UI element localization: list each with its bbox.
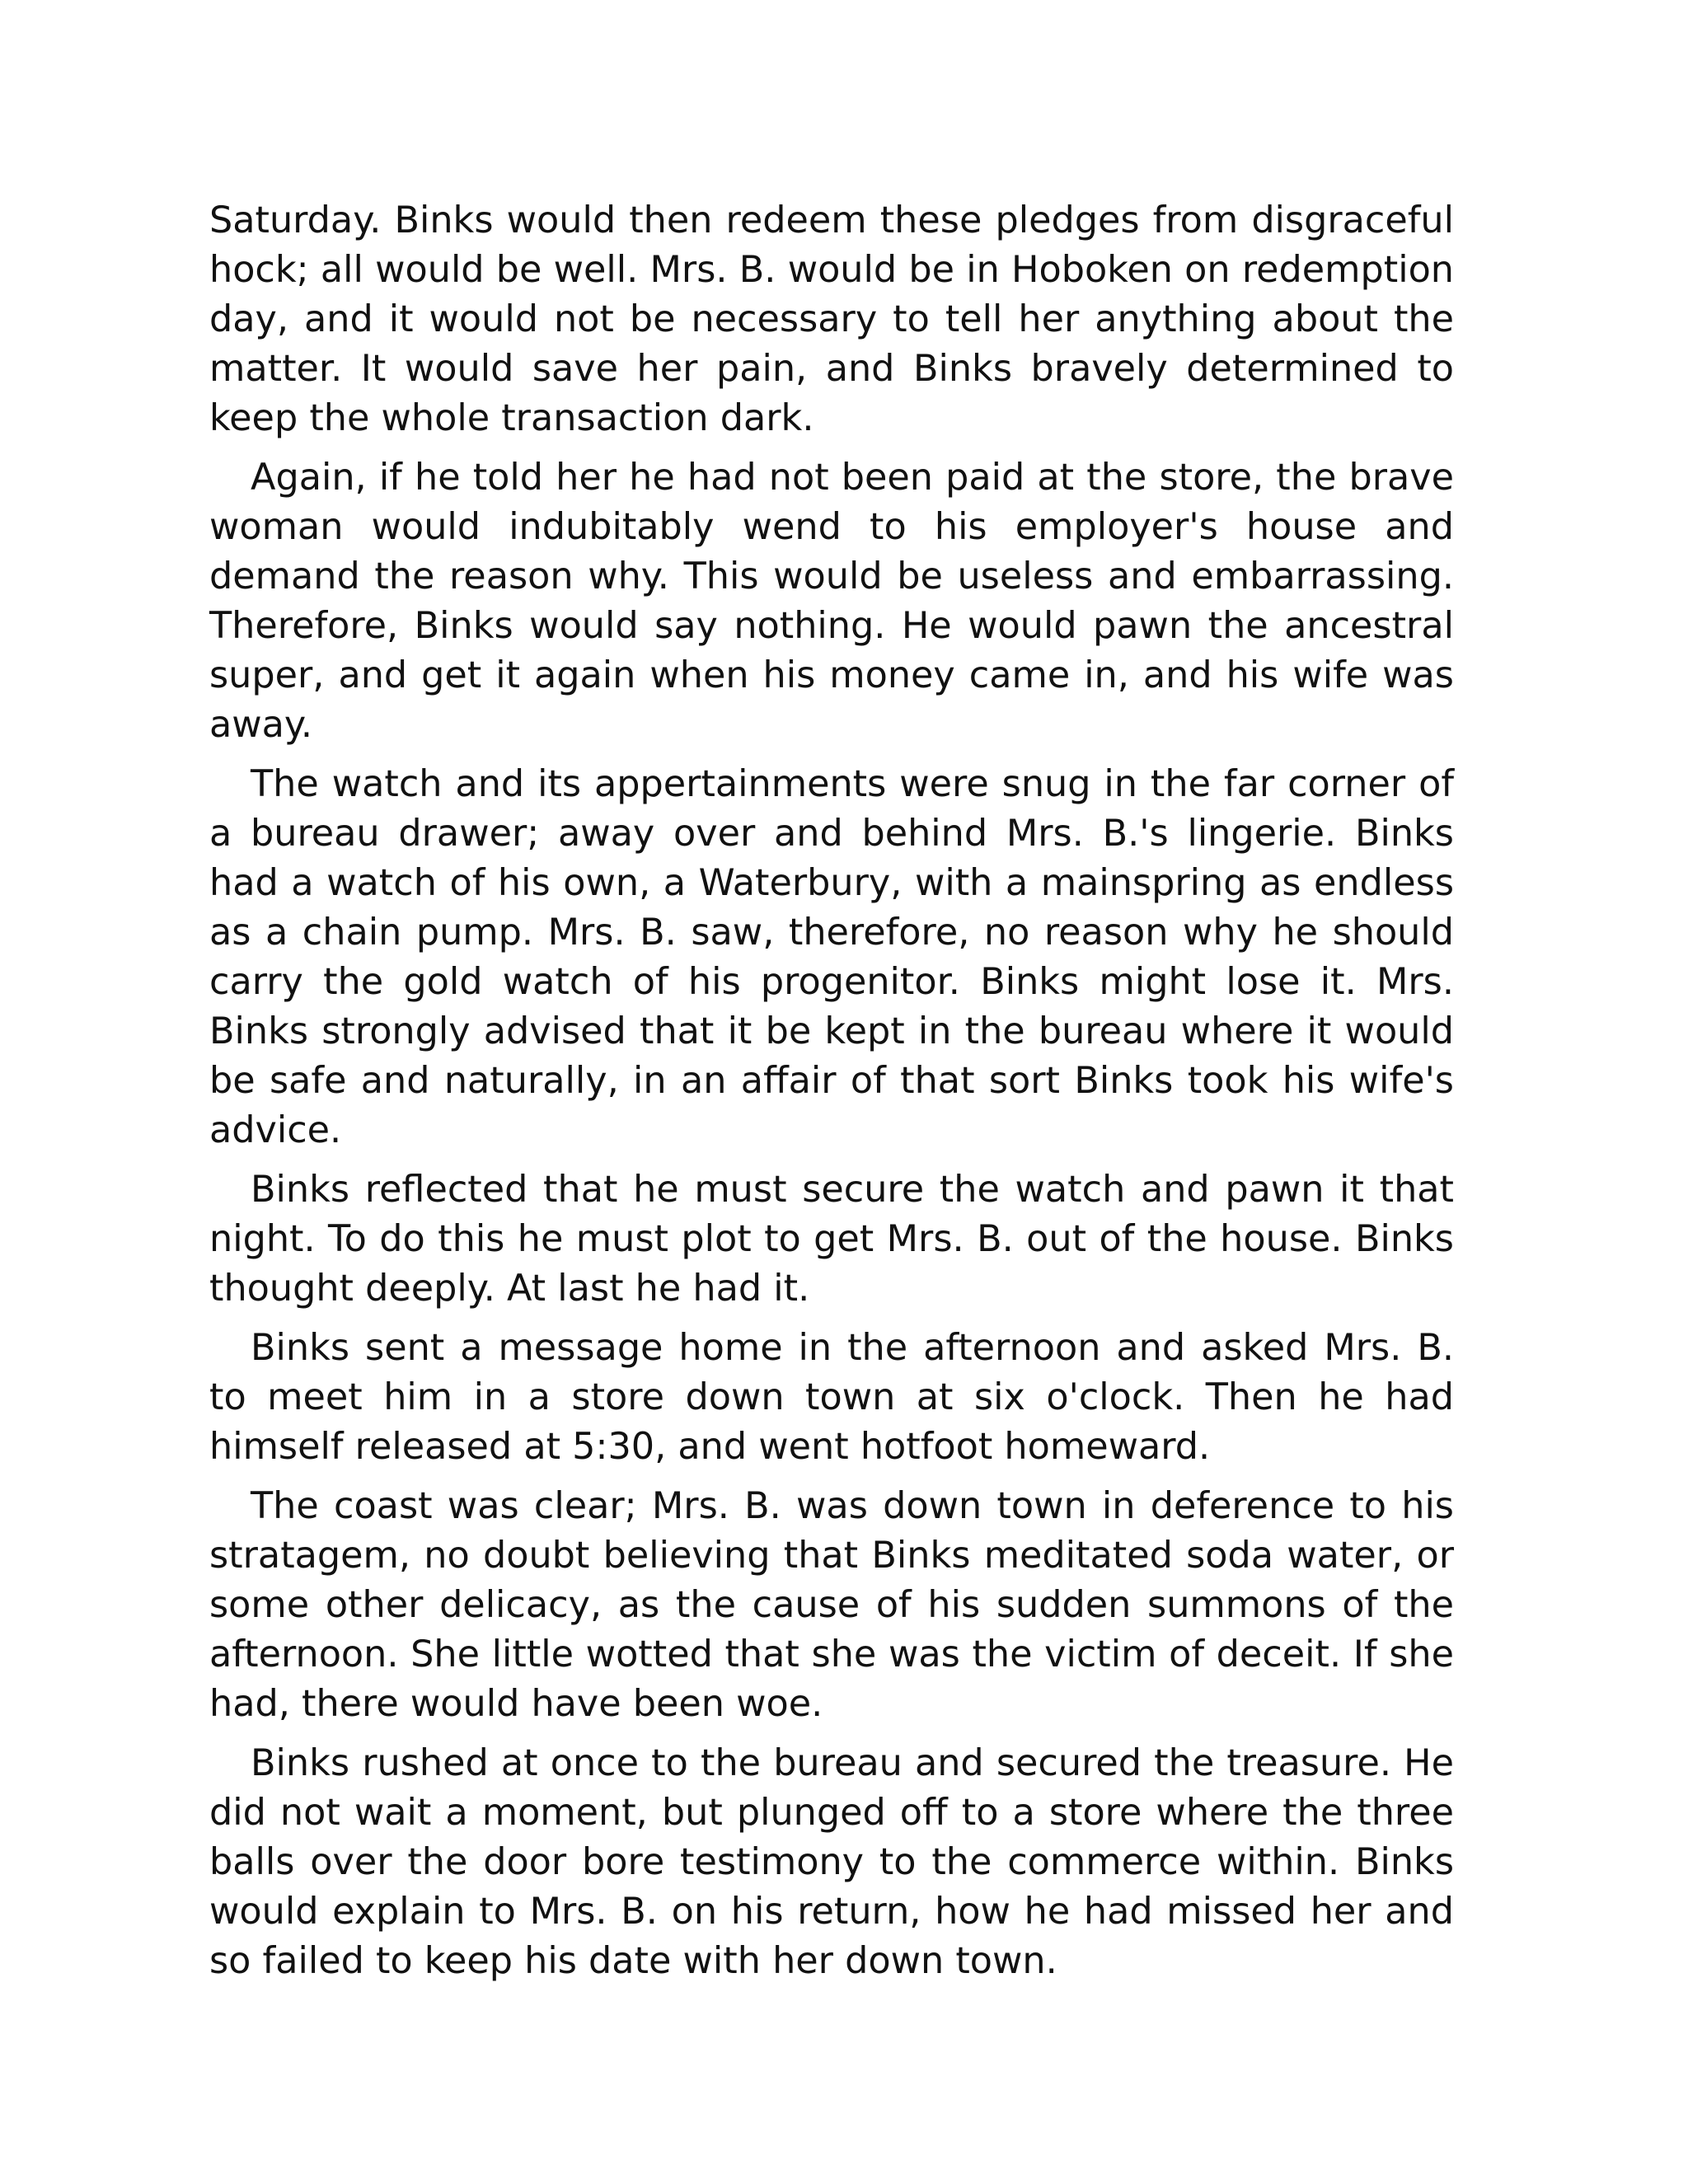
paragraph-5: Binks sent a message home in the afternoon and asked Mrs. B. to meet him in a store down town at six o'clock. Then he had himself released at 5:30, and went hotfoot homeward. — [209, 1327, 1454, 1468]
paragraph-7: Binks rushed at once to the bureau and secured the treasure. He did not wait a moment, but plunged off to a store where the three balls over the door bore testimony to the commerce within. Binks would explain to Mrs. B. on his return, how he had missed her and so failed to keep his date with her down town. — [209, 1742, 1454, 1982]
paragraph-6: The coast was clear; Mrs. B. was down town in deference to his stratagem, no doubt believing that Binks meditated soda water, or some other delicacy, as the cause of his sudden summons of the afternoon. She little wotted that she was the victim of deceit. If she had, there would have been woe. — [209, 1485, 1454, 1725]
paragraph-2: Again, if he told her he had not been paid at the store, the brave woman would indubitably wend to his employer's house and demand the reason why. This would be useless and embarrassing. Therefore, Binks would say nothing. He would pawn the ancestral super, and get it again when his money came in, and his wife was away. — [209, 457, 1454, 746]
paragraph-1: Saturday. Binks would then redeem these pledges from disgraceful hock; all would be well. Mrs. B. would be in Hoboken on redemption day, and it would not be necessary to tell her anything about the matter. It would save her pain, and Binks bravely determined to keep the whole transaction dark. — [209, 199, 1454, 439]
paragraph-4: Binks reflected that he must secure the watch and pawn it that night. To do this he must plot to get Mrs. B. out of the house. Binks thought deeply. At last he had it. — [209, 1169, 1454, 1310]
paragraph-3: The watch and its appertainments were snug in the far corner of a bureau drawer; away over and behind Mrs. B.'s lingerie. Binks had a watch of his own, a Waterbury, with a mainspring as endless as a chain pump. Mrs. B. saw, therefore, no reason why he should carry the gold watch of his progenitor. Binks might lose it. Mrs. Binks strongly advised that it be kept in the bureau where it would be safe and naturally, in an affair of that sort Binks took his wife's advice. — [209, 763, 1454, 1151]
text-column — [209, 196, 1454, 1996]
